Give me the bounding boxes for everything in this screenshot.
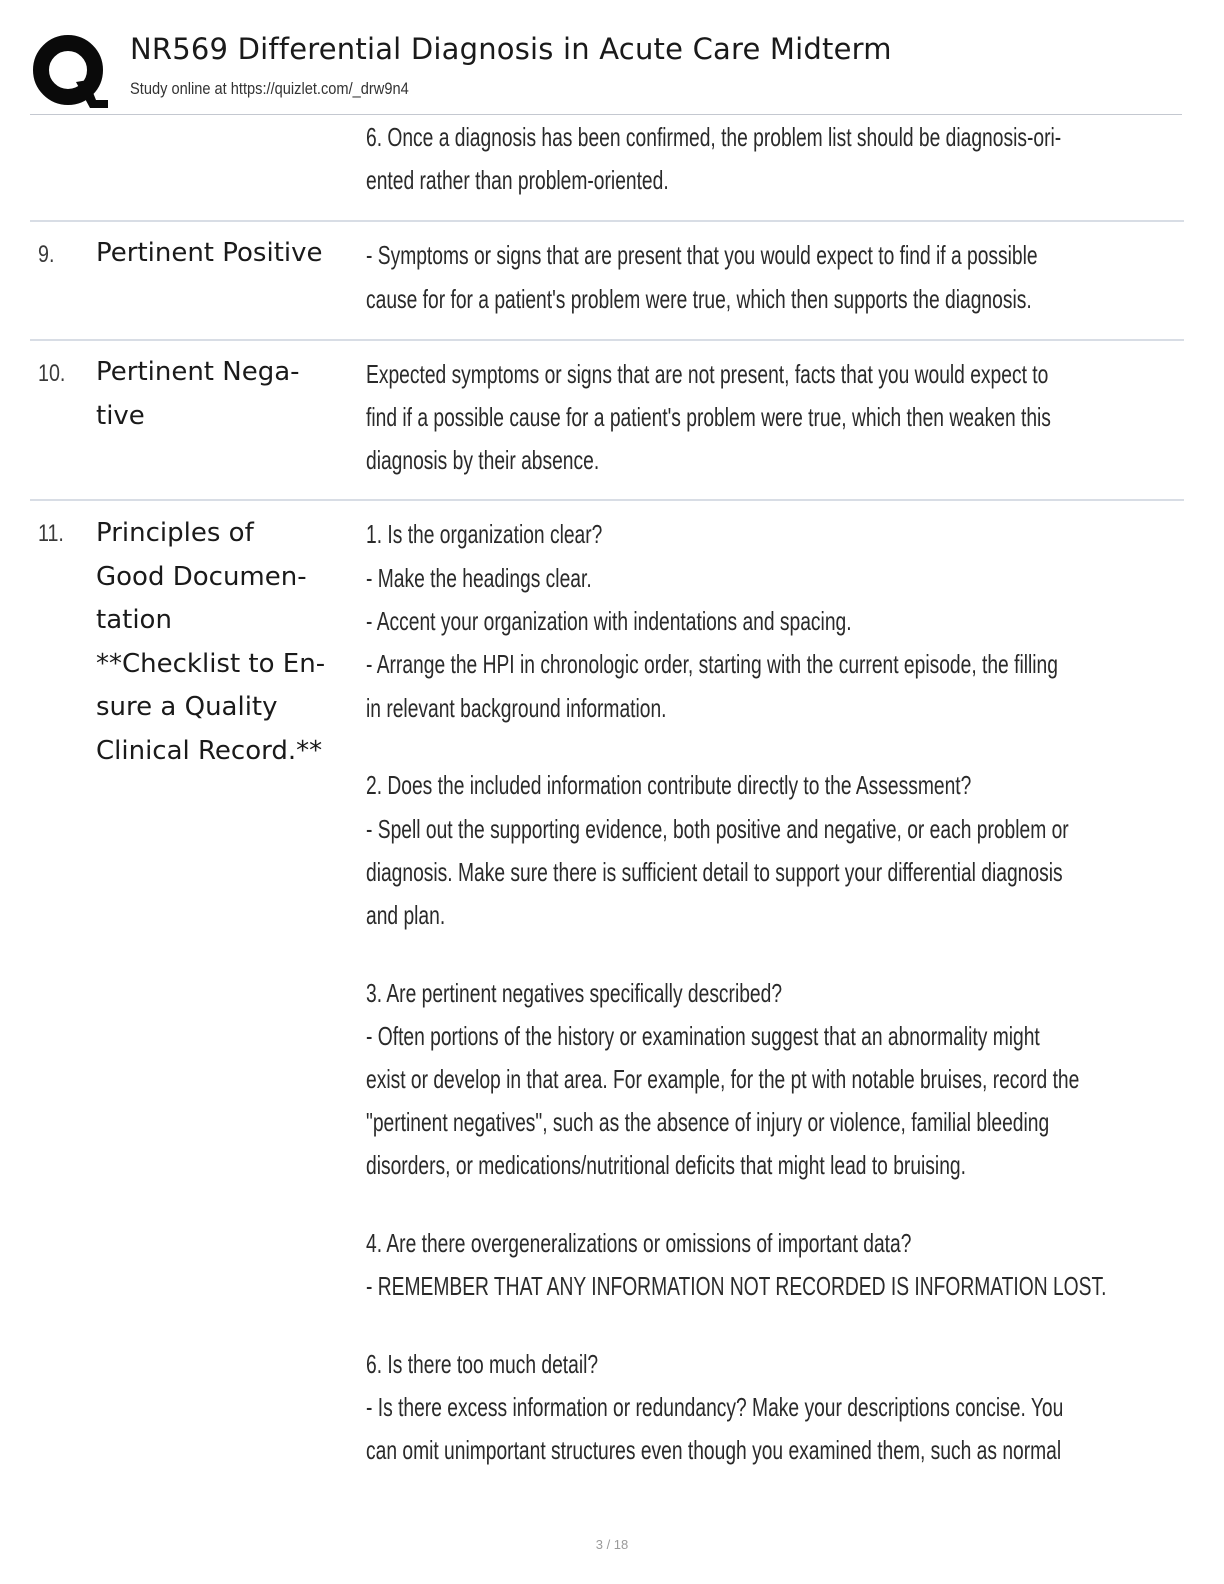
- definition-line: - Often portions of the history or examination suggest that an abnormality might: [366, 1021, 1040, 1051]
- card-term: Pertinent Positive: [96, 238, 323, 268]
- definition-line: can omit unimportant structures even though you examined them, such as normal: [366, 1435, 1062, 1465]
- definition-line: - REMEMBER THAT ANY INFORMATION NOT RECORDED IS INFORMATION LOST.: [366, 1271, 1107, 1301]
- study-link[interactable]: Study online at https://quizlet.com/_drw9n4: [130, 79, 409, 98]
- definition-line: - Make the headings clear.: [366, 563, 592, 593]
- definition-line: - Accent your organization with indentations and spacing.: [366, 606, 852, 636]
- definition-line: diagnosis by their absence.: [366, 445, 600, 475]
- row-divider: [30, 499, 1184, 501]
- page-title: NR569 Differential Diagnosis in Acute Care Midterm: [130, 32, 892, 66]
- definition-line: 4. Are there overgeneralizations or omissions of important data?: [366, 1228, 912, 1258]
- definition-line: 2. Does the included information contribute directly to the Assessment?: [366, 770, 972, 800]
- definition-line: and plan.: [366, 900, 446, 930]
- definition-line: 3. Are pertinent negatives specifically described?: [366, 978, 783, 1008]
- card-number: 10.: [38, 360, 66, 387]
- definition-line: - Is there excess information or redundancy? Make your descriptions concise. You: [366, 1392, 1064, 1422]
- definition-line: disorders, or medications/nutritional deficits that might lead to bruising.: [366, 1150, 966, 1180]
- definition-line: - Symptoms or signs that are present that you would expect to find if a possible: [366, 240, 1038, 270]
- header-divider: [30, 114, 1182, 115]
- definition-line: - Spell out the supporting evidence, both positive and negative, or each problem or: [366, 814, 1069, 844]
- card-term: Principles of Good Documen- tation **Checklist to En- sure a Quality Clinical Record.**: [96, 518, 326, 766]
- definition-line: exist or develop in that area. For example, for the pt with notable bruises, record the: [366, 1064, 1080, 1094]
- definition-line: 6. Is there too much detail?: [366, 1349, 599, 1379]
- definition-line: 6. Once a diagnosis has been confirmed, the problem list should be diagnosis-ori-: [366, 122, 1062, 152]
- page-header: [30, 28, 1190, 116]
- definition-line: - Arrange the HPI in chronologic order, starting with the current episode, the filling: [366, 649, 1058, 679]
- definition-line: diagnosis. Make sure there is sufficient detail to support your differential diagnosis: [366, 857, 1063, 887]
- definition-line: cause for for a patient's problem were true, which then supports the diagnosis.: [366, 284, 1032, 314]
- definition-line: ented rather than problem-oriented.: [366, 165, 669, 195]
- definition-line: in relevant background information.: [366, 693, 667, 723]
- card-number: 11.: [38, 520, 64, 547]
- definition-line: "pertinent negatives", such as the absence of injury or violence, familial bleeding: [366, 1107, 1050, 1137]
- definition-line: 1. Is the organization clear?: [366, 519, 603, 549]
- card-number: 9.: [38, 241, 55, 268]
- row-divider: [30, 220, 1184, 222]
- row-divider: [30, 339, 1184, 341]
- page-number: 3 / 18: [595, 1537, 629, 1552]
- quizlet-q-logo: [32, 32, 108, 108]
- definition-line: find if a possible cause for a patient's problem were true, which then weaken this: [366, 402, 1051, 432]
- definition-line: Expected symptoms or signs that are not present, facts that you would expect to: [366, 359, 1049, 389]
- card-term: Pertinent Nega- tive: [96, 357, 300, 431]
